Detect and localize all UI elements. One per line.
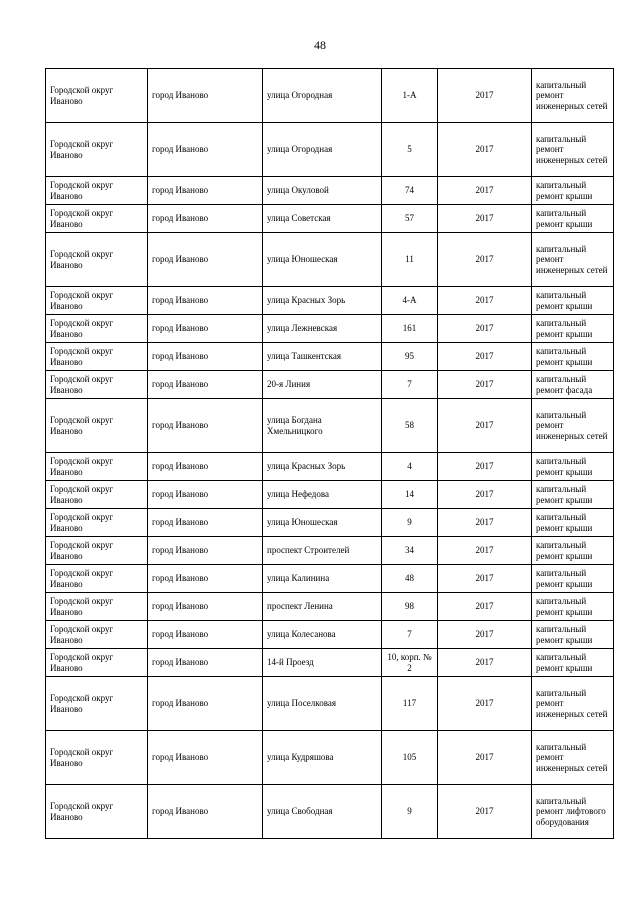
city-cell: город Иваново (148, 649, 263, 677)
city-cell: город Иваново (148, 123, 263, 177)
work-type-cell: капитальный ремонт крыши (532, 509, 614, 537)
district-cell: Городской округ Иваново (46, 205, 148, 233)
house-number-cell: 1-А (382, 69, 438, 123)
year-cell: 2017 (438, 123, 532, 177)
year-cell: 2017 (438, 509, 532, 537)
district-cell: Городской округ Иваново (46, 371, 148, 399)
work-type-cell: капитальный ремонт инженерных сетей (532, 399, 614, 453)
work-type-cell: капитальный ремонт крыши (532, 565, 614, 593)
district-cell: Городской округ Иваново (46, 509, 148, 537)
table-row (46, 453, 614, 481)
year-cell: 2017 (438, 453, 532, 481)
work-type-cell: капитальный ремонт фасада (532, 371, 614, 399)
city-cell: город Иваново (148, 677, 263, 731)
city-cell: город Иваново (148, 565, 263, 593)
city-cell: город Иваново (148, 731, 263, 785)
table-row (46, 343, 614, 371)
city-cell: город Иваново (148, 343, 263, 371)
table-row (46, 205, 614, 233)
street-cell: улица Ташкентская (263, 343, 382, 371)
street-cell: проспект Ленина (263, 593, 382, 621)
house-number-cell: 117 (382, 677, 438, 731)
street-cell: улица Нефедова (263, 481, 382, 509)
table-row (46, 371, 614, 399)
house-number-cell: 98 (382, 593, 438, 621)
table-row (46, 649, 614, 677)
street-cell: улица Лежневская (263, 315, 382, 343)
work-type-cell: капитальный ремонт крыши (532, 649, 614, 677)
city-cell: город Иваново (148, 287, 263, 315)
street-cell: улица Юношеская (263, 509, 382, 537)
year-cell: 2017 (438, 371, 532, 399)
house-number-cell: 74 (382, 177, 438, 205)
street-cell: улица Колесанова (263, 621, 382, 649)
work-type-cell: капитальный ремонт лифтового оборудования (532, 785, 614, 839)
district-cell: Городской округ Иваново (46, 287, 148, 315)
city-cell: город Иваново (148, 371, 263, 399)
street-cell: улица Огородная (263, 69, 382, 123)
table-row (46, 177, 614, 205)
city-cell: город Иваново (148, 785, 263, 839)
work-type-cell: капитальный ремонт крыши (532, 315, 614, 343)
work-type-cell: капитальный ремонт крыши (532, 481, 614, 509)
table-row (46, 621, 614, 649)
year-cell: 2017 (438, 565, 532, 593)
year-cell: 2017 (438, 621, 532, 649)
table-row (46, 537, 614, 565)
city-cell: город Иваново (148, 177, 263, 205)
year-cell: 2017 (438, 287, 532, 315)
table-row (46, 69, 614, 123)
city-cell: город Иваново (148, 233, 263, 287)
house-number-cell: 4 (382, 453, 438, 481)
year-cell: 2017 (438, 649, 532, 677)
work-type-cell: капитальный ремонт инженерных сетей (532, 69, 614, 123)
street-cell: улица Кудряшова (263, 731, 382, 785)
table-row (46, 233, 614, 287)
year-cell: 2017 (438, 205, 532, 233)
year-cell: 2017 (438, 593, 532, 621)
house-number-cell: 7 (382, 621, 438, 649)
house-number-cell: 9 (382, 509, 438, 537)
table-row (46, 677, 614, 731)
street-cell: улица Калинина (263, 565, 382, 593)
district-cell: Городской округ Иваново (46, 453, 148, 481)
district-cell: Городской округ Иваново (46, 565, 148, 593)
district-cell: Городской округ Иваново (46, 399, 148, 453)
district-cell: Городской округ Иваново (46, 69, 148, 123)
city-cell: город Иваново (148, 509, 263, 537)
house-number-cell: 105 (382, 731, 438, 785)
house-number-cell: 34 (382, 537, 438, 565)
city-cell: город Иваново (148, 399, 263, 453)
street-cell: улица Окуловой (263, 177, 382, 205)
table-row (46, 593, 614, 621)
table-body (46, 69, 614, 839)
house-number-cell: 5 (382, 123, 438, 177)
work-type-cell: капитальный ремонт инженерных сетей (532, 677, 614, 731)
table-row (46, 509, 614, 537)
city-cell: город Иваново (148, 593, 263, 621)
street-cell: улица Поселковая (263, 677, 382, 731)
work-type-cell: капитальный ремонт крыши (532, 287, 614, 315)
work-type-cell: капитальный ремонт крыши (532, 537, 614, 565)
year-cell: 2017 (438, 69, 532, 123)
district-cell: Городской округ Иваново (46, 343, 148, 371)
city-cell: город Иваново (148, 69, 263, 123)
work-type-cell: капитальный ремонт крыши (532, 453, 614, 481)
house-number-cell: 9 (382, 785, 438, 839)
district-cell: Городской округ Иваново (46, 731, 148, 785)
year-cell: 2017 (438, 399, 532, 453)
table-row (46, 565, 614, 593)
year-cell: 2017 (438, 731, 532, 785)
table-row (46, 315, 614, 343)
work-type-cell: капитальный ремонт инженерных сетей (532, 123, 614, 177)
work-type-cell: капитальный ремонт крыши (532, 593, 614, 621)
house-number-cell: 4-А (382, 287, 438, 315)
house-number-cell: 58 (382, 399, 438, 453)
year-cell: 2017 (438, 785, 532, 839)
table-row (46, 785, 614, 839)
table-row (46, 731, 614, 785)
street-cell: проспект Строителей (263, 537, 382, 565)
table-row (46, 481, 614, 509)
work-type-cell: капитальный ремонт крыши (532, 177, 614, 205)
street-cell: улица Юношеская (263, 233, 382, 287)
house-number-cell: 95 (382, 343, 438, 371)
city-cell: город Иваново (148, 453, 263, 481)
street-cell: улица Богдана Хмельницкого (263, 399, 382, 453)
year-cell: 2017 (438, 177, 532, 205)
house-number-cell: 11 (382, 233, 438, 287)
table-row (46, 399, 614, 453)
work-type-cell: капитальный ремонт крыши (532, 343, 614, 371)
city-cell: город Иваново (148, 537, 263, 565)
district-cell: Городской округ Иваново (46, 649, 148, 677)
street-cell: 20-я Линия (263, 371, 382, 399)
page-number: 48 (314, 38, 326, 52)
city-cell: город Иваново (148, 481, 263, 509)
district-cell: Городской округ Иваново (46, 233, 148, 287)
housing-repair-table (45, 68, 614, 839)
district-cell: Городской округ Иваново (46, 315, 148, 343)
district-cell: Городской округ Иваново (46, 537, 148, 565)
district-cell: Городской округ Иваново (46, 481, 148, 509)
district-cell: Городской округ Иваново (46, 177, 148, 205)
year-cell: 2017 (438, 233, 532, 287)
district-cell: Городской округ Иваново (46, 123, 148, 177)
year-cell: 2017 (438, 537, 532, 565)
house-number-cell: 48 (382, 565, 438, 593)
year-cell: 2017 (438, 315, 532, 343)
house-number-cell: 57 (382, 205, 438, 233)
district-cell: Городской округ Иваново (46, 593, 148, 621)
year-cell: 2017 (438, 343, 532, 371)
street-cell: улица Красных Зорь (263, 287, 382, 315)
table-row (46, 287, 614, 315)
district-cell: Городской округ Иваново (46, 785, 148, 839)
house-number-cell: 10, корп. № 2 (382, 649, 438, 677)
city-cell: город Иваново (148, 315, 263, 343)
street-cell: улица Советская (263, 205, 382, 233)
city-cell: город Иваново (148, 621, 263, 649)
year-cell: 2017 (438, 677, 532, 731)
street-cell: улица Свободная (263, 785, 382, 839)
table-row (46, 123, 614, 177)
street-cell: улица Огородная (263, 123, 382, 177)
work-type-cell: капитальный ремонт инженерных сетей (532, 233, 614, 287)
work-type-cell: капитальный ремонт крыши (532, 205, 614, 233)
work-type-cell: капитальный ремонт крыши (532, 621, 614, 649)
city-cell: город Иваново (148, 205, 263, 233)
street-cell: улица Красных Зорь (263, 453, 382, 481)
house-number-cell: 14 (382, 481, 438, 509)
house-number-cell: 161 (382, 315, 438, 343)
year-cell: 2017 (438, 481, 532, 509)
district-cell: Городской округ Иваново (46, 677, 148, 731)
work-type-cell: капитальный ремонт инженерных сетей (532, 731, 614, 785)
district-cell: Городской округ Иваново (46, 621, 148, 649)
house-number-cell: 7 (382, 371, 438, 399)
street-cell: 14-й Проезд (263, 649, 382, 677)
